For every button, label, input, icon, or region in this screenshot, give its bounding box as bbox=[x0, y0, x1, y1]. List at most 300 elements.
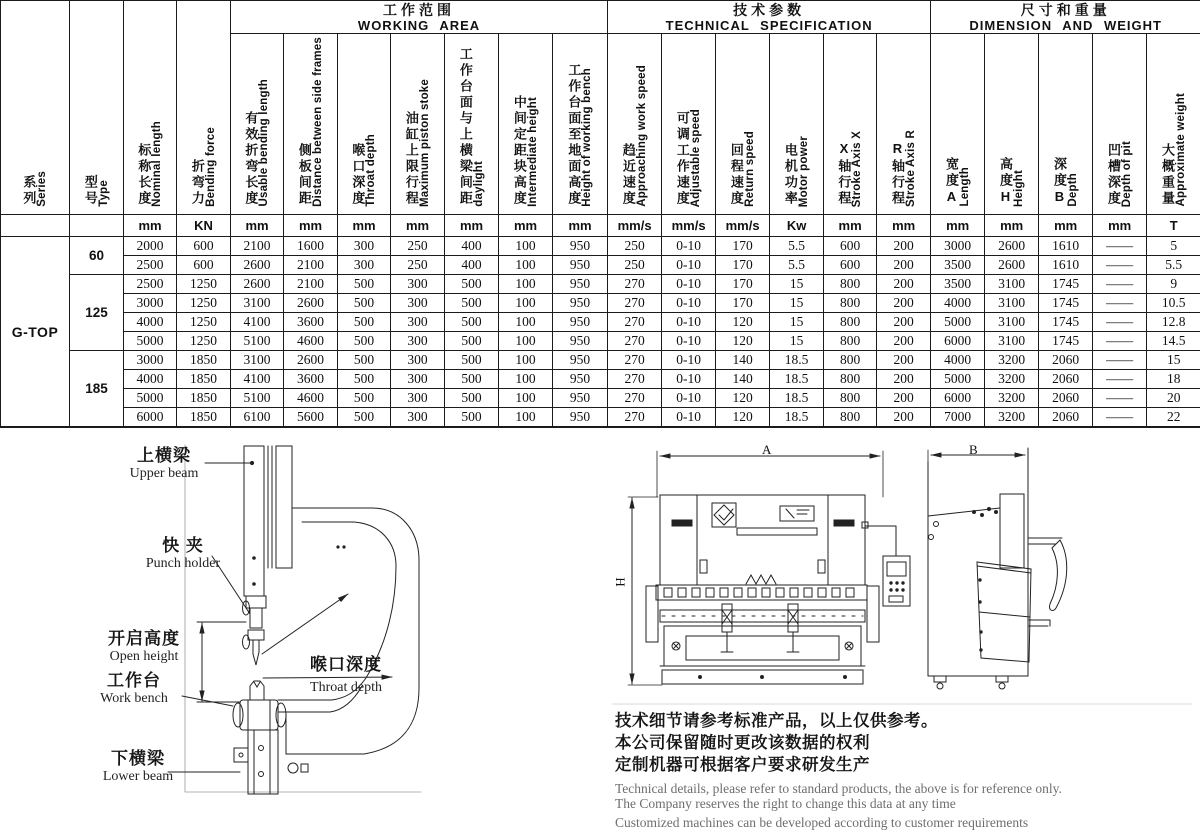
data-cell: 1850 bbox=[177, 408, 231, 428]
data-cell: 500 bbox=[338, 294, 391, 313]
data-cell: 0-10 bbox=[662, 351, 716, 370]
data-cell: 500 bbox=[445, 275, 499, 294]
data-cell: 500 bbox=[338, 351, 391, 370]
data-cell: 300 bbox=[391, 389, 445, 408]
data-cell: —— bbox=[1093, 313, 1147, 332]
footnote-block bbox=[615, 710, 1095, 831]
column-header-cn: 喉口深度 bbox=[350, 143, 366, 207]
data-cell: 1745 bbox=[1039, 313, 1093, 332]
data-cell: 5600 bbox=[284, 408, 338, 428]
column-header-en: Intermediate height bbox=[526, 97, 539, 207]
data-cell: 270 bbox=[608, 294, 662, 313]
data-cell: 250 bbox=[391, 256, 445, 275]
data-cell: 15 bbox=[770, 313, 824, 332]
data-cell: 1250 bbox=[177, 275, 231, 294]
unit-cell: mm bbox=[391, 215, 445, 237]
column-header-en: Stroke Axis X bbox=[851, 130, 864, 207]
column-header-en: Distance between side frames bbox=[311, 37, 324, 207]
data-cell: 20 bbox=[1147, 389, 1200, 408]
group-header-en: DIMENSION AND WEIGHT bbox=[969, 17, 1162, 33]
data-cell: 200 bbox=[877, 237, 931, 256]
column-header-en: Throat depth bbox=[365, 134, 378, 207]
punch-holder-shape bbox=[243, 596, 267, 649]
unit-cell: mm bbox=[284, 215, 338, 237]
data-cell: 800 bbox=[824, 294, 877, 313]
data-cell: 270 bbox=[608, 313, 662, 332]
data-cell: 500 bbox=[338, 275, 391, 294]
data-cell: —— bbox=[1093, 332, 1147, 351]
data-cell: 3000 bbox=[931, 237, 985, 256]
data-cell: 5 bbox=[1147, 237, 1200, 256]
data-cell: 950 bbox=[553, 351, 608, 370]
die-shape bbox=[250, 681, 264, 700]
data-cell: 0-10 bbox=[662, 256, 716, 275]
data-cell: 100 bbox=[499, 408, 553, 428]
data-cell: 170 bbox=[716, 256, 770, 275]
unit-cell: mm bbox=[338, 215, 391, 237]
data-cell: —— bbox=[1093, 389, 1147, 408]
data-cell: 0-10 bbox=[662, 389, 716, 408]
data-cell: 300 bbox=[338, 237, 391, 256]
data-cell: 300 bbox=[391, 408, 445, 428]
data-cell: 18 bbox=[1147, 370, 1200, 389]
column-header-cn: 油缸上限行程 bbox=[403, 111, 419, 207]
column-header-en: Height bbox=[1013, 170, 1025, 207]
column-header-en: Nominal length bbox=[151, 121, 164, 207]
column-header-en: Depth of pit bbox=[1121, 140, 1133, 207]
unit-cell: mm bbox=[445, 215, 499, 237]
data-cell: 2500 bbox=[124, 256, 177, 275]
label-punch-holder-en: Punch holder bbox=[145, 556, 221, 572]
front-view-drawing bbox=[628, 451, 910, 685]
data-cell: 2600 bbox=[284, 351, 338, 370]
label-lower-beam bbox=[88, 749, 188, 785]
column-header-cn: 大概重量 bbox=[1160, 143, 1176, 207]
column-header-cn: X轴行程 bbox=[836, 141, 852, 207]
data-cell: 2600 bbox=[231, 275, 284, 294]
label-work-bench-cn: 工作台 bbox=[107, 671, 161, 690]
data-cell: 2060 bbox=[1039, 389, 1093, 408]
data-cell: 250 bbox=[608, 237, 662, 256]
data-cell: 15 bbox=[770, 294, 824, 313]
data-cell: 120 bbox=[716, 313, 770, 332]
data-cell: 270 bbox=[608, 275, 662, 294]
data-cell: 120 bbox=[716, 389, 770, 408]
data-cell: 1850 bbox=[177, 351, 231, 370]
column-header-cn: 型号 bbox=[82, 175, 98, 207]
data-cell: —— bbox=[1093, 256, 1147, 275]
data-cell: 140 bbox=[716, 370, 770, 389]
data-cell: 1610 bbox=[1039, 256, 1093, 275]
data-cell: 200 bbox=[877, 370, 931, 389]
data-cell: 300 bbox=[391, 275, 445, 294]
data-cell: 950 bbox=[553, 370, 608, 389]
data-cell: 600 bbox=[824, 237, 877, 256]
unit-cell: mm bbox=[1093, 215, 1147, 237]
data-cell: 120 bbox=[716, 332, 770, 351]
data-cell: 3000 bbox=[124, 294, 177, 313]
group-header-cn: 工作范围 bbox=[383, 1, 456, 18]
group-header-en: WORKING AREA bbox=[357, 17, 481, 33]
data-cell: 100 bbox=[499, 351, 553, 370]
data-cell: 500 bbox=[445, 332, 499, 351]
data-cell: 1745 bbox=[1039, 275, 1093, 294]
dim-b-label: B bbox=[969, 442, 978, 457]
data-cell: 0-10 bbox=[662, 237, 716, 256]
data-cell: 300 bbox=[391, 294, 445, 313]
data-cell: 6000 bbox=[931, 332, 985, 351]
data-cell: 15 bbox=[1147, 351, 1200, 370]
data-cell: 3100 bbox=[985, 313, 1039, 332]
column-header-en: Motor power bbox=[797, 135, 810, 207]
data-cell: 9 bbox=[1147, 275, 1200, 294]
column-header-en: Return speed bbox=[743, 131, 756, 207]
data-cell: 250 bbox=[608, 256, 662, 275]
data-cell: —— bbox=[1093, 370, 1147, 389]
data-cell: 18.5 bbox=[770, 370, 824, 389]
data-cell: 2600 bbox=[284, 294, 338, 313]
data-cell: 2060 bbox=[1039, 408, 1093, 428]
data-cell: 4600 bbox=[284, 332, 338, 351]
column-header-en: Stroke Axis R bbox=[904, 130, 917, 207]
data-cell: 800 bbox=[824, 351, 877, 370]
data-cell: 270 bbox=[608, 408, 662, 428]
data-cell: 4100 bbox=[231, 313, 284, 332]
column-header-cn: 深度B bbox=[1052, 157, 1067, 207]
data-cell: 4000 bbox=[931, 294, 985, 313]
unit-cell: mm/s bbox=[716, 215, 770, 237]
column-header-cn: 有效折弯长度 bbox=[243, 111, 259, 207]
data-cell: 600 bbox=[824, 256, 877, 275]
series-cell: G-TOP bbox=[1, 237, 70, 428]
data-cell: 950 bbox=[553, 294, 608, 313]
unit-cell: mm bbox=[231, 215, 284, 237]
work-bench-shape bbox=[233, 700, 286, 730]
unit-cell: mm/s bbox=[608, 215, 662, 237]
footnote-en-line: The Company reserves the right to change this data at any time bbox=[615, 795, 956, 811]
column-header-cn: 侧板间距 bbox=[296, 143, 312, 207]
data-cell: 200 bbox=[877, 256, 931, 275]
unit-cell: mm bbox=[985, 215, 1039, 237]
data-cell: 0-10 bbox=[662, 408, 716, 428]
label-lower-beam-en: Lower beam bbox=[102, 769, 174, 785]
footnote-cn-line: 定制机器可根据客户要求研发生产 bbox=[615, 756, 870, 774]
column-header-cn: 标称长度 bbox=[136, 143, 152, 207]
data-cell: 14.5 bbox=[1147, 332, 1200, 351]
data-cell: 5.5 bbox=[770, 256, 824, 275]
unit-cell: mm bbox=[1039, 215, 1093, 237]
data-cell: 1250 bbox=[177, 294, 231, 313]
data-cell: 800 bbox=[824, 332, 877, 351]
footnote-cn-line: 技术细节请参考标准产品，以上仅供参考。 bbox=[615, 712, 938, 730]
data-cell: 200 bbox=[877, 389, 931, 408]
label-punch-holder bbox=[128, 536, 238, 572]
data-cell: —— bbox=[1093, 351, 1147, 370]
data-cell: 6000 bbox=[124, 408, 177, 428]
data-cell: 170 bbox=[716, 294, 770, 313]
data-cell: 3100 bbox=[985, 275, 1039, 294]
column-header-cn: 可调工作速度 bbox=[674, 111, 690, 207]
footnote-cn-line: 本公司保留随时更改该数据的权利 bbox=[615, 734, 870, 752]
column-header-cn: 回程速度 bbox=[728, 143, 744, 207]
data-cell: 4600 bbox=[284, 389, 338, 408]
data-cell: 2060 bbox=[1039, 351, 1093, 370]
unit-cell: mm bbox=[824, 215, 877, 237]
column-header-en: Length bbox=[959, 167, 971, 207]
data-cell: 2600 bbox=[231, 256, 284, 275]
data-cell: 5100 bbox=[231, 389, 284, 408]
pendant-control-shape bbox=[862, 522, 910, 606]
data-cell: 170 bbox=[716, 275, 770, 294]
data-cell: 800 bbox=[824, 313, 877, 332]
data-cell: 3600 bbox=[284, 370, 338, 389]
column-header-cn: 中间定距块高度 bbox=[511, 95, 527, 207]
data-cell: 950 bbox=[553, 408, 608, 428]
data-cell: 10.5 bbox=[1147, 294, 1200, 313]
data-cell: 0-10 bbox=[662, 313, 716, 332]
column-header-en: Approximate weight bbox=[1175, 93, 1188, 207]
data-cell: 18.5 bbox=[770, 389, 824, 408]
column-header-cn: 宽度A bbox=[944, 157, 959, 207]
data-cell: 500 bbox=[445, 389, 499, 408]
data-cell: 100 bbox=[499, 389, 553, 408]
data-cell: 4100 bbox=[231, 370, 284, 389]
data-cell: 100 bbox=[499, 256, 553, 275]
data-cell: 7000 bbox=[931, 408, 985, 428]
label-open-height bbox=[92, 629, 196, 665]
data-cell: 400 bbox=[445, 237, 499, 256]
punch-shape bbox=[253, 640, 259, 665]
data-cell: 1250 bbox=[177, 332, 231, 351]
data-cell: 3600 bbox=[284, 313, 338, 332]
label-upper-beam-en: Upper beam bbox=[129, 466, 199, 482]
column-header-cn: 高度H bbox=[998, 157, 1013, 207]
data-cell: 3500 bbox=[931, 275, 985, 294]
data-cell: 100 bbox=[499, 370, 553, 389]
data-cell: 3200 bbox=[985, 370, 1039, 389]
column-header-cn: 电机功率 bbox=[782, 143, 798, 207]
data-cell: 250 bbox=[391, 237, 445, 256]
data-cell: 5.5 bbox=[1147, 256, 1200, 275]
data-cell: 3500 bbox=[931, 256, 985, 275]
column-header-cn: R轴行程 bbox=[889, 141, 905, 207]
data-cell: 6000 bbox=[931, 389, 985, 408]
label-throat-depth bbox=[296, 655, 396, 696]
data-cell: 270 bbox=[608, 332, 662, 351]
data-cell: 500 bbox=[445, 351, 499, 370]
data-cell: 2100 bbox=[284, 256, 338, 275]
data-cell: 5.5 bbox=[770, 237, 824, 256]
label-upper-beam-cn: 上横梁 bbox=[137, 446, 191, 465]
data-cell: 0-10 bbox=[662, 370, 716, 389]
data-cell: 2000 bbox=[124, 237, 177, 256]
data-cell: 500 bbox=[338, 370, 391, 389]
unit-cell: Kw bbox=[770, 215, 824, 237]
data-cell: 400 bbox=[445, 256, 499, 275]
dim-h-label: H bbox=[612, 577, 628, 587]
data-cell: 500 bbox=[445, 408, 499, 428]
data-cell: 600 bbox=[177, 237, 231, 256]
data-cell: 15 bbox=[770, 275, 824, 294]
column-header-cn: 折弯力 bbox=[189, 159, 205, 207]
column-header-cn: 系列 bbox=[21, 175, 37, 207]
data-cell: 800 bbox=[824, 408, 877, 428]
data-cell: 100 bbox=[499, 275, 553, 294]
data-cell: 120 bbox=[716, 408, 770, 428]
data-cell: 200 bbox=[877, 332, 931, 351]
data-cell: 6100 bbox=[231, 408, 284, 428]
data-cell: 0-10 bbox=[662, 275, 716, 294]
column-header-en: Approaching work speed bbox=[635, 65, 648, 207]
data-cell: 2600 bbox=[985, 256, 1039, 275]
data-cell: 5000 bbox=[124, 332, 177, 351]
data-cell: 3100 bbox=[231, 351, 284, 370]
data-cell: 15 bbox=[770, 332, 824, 351]
data-cell: 2100 bbox=[231, 237, 284, 256]
side-view-drawing bbox=[928, 448, 1067, 689]
data-cell: 270 bbox=[608, 351, 662, 370]
data-cell: 500 bbox=[445, 313, 499, 332]
data-cell: 300 bbox=[391, 351, 445, 370]
upper-beam-shape bbox=[244, 446, 264, 596]
data-cell: 950 bbox=[553, 237, 608, 256]
data-cell: 18.5 bbox=[770, 351, 824, 370]
group-header-cn: 技术参数 bbox=[733, 1, 806, 18]
data-cell: 950 bbox=[553, 275, 608, 294]
unit-cell: KN bbox=[177, 215, 231, 237]
data-cell: 5000 bbox=[931, 370, 985, 389]
data-cell: —— bbox=[1093, 408, 1147, 428]
data-cell: 1850 bbox=[177, 389, 231, 408]
footnote-en-line: Technical details, please refer to standard products, the above is for reference only. bbox=[615, 781, 1062, 796]
data-cell: 200 bbox=[877, 351, 931, 370]
data-cell: 22 bbox=[1147, 408, 1200, 428]
data-cell: 4000 bbox=[124, 370, 177, 389]
column-header-en: Usable bending length bbox=[258, 79, 271, 207]
data-cell: 2100 bbox=[284, 275, 338, 294]
column-header-en: Bending force bbox=[204, 127, 217, 207]
label-work-bench-en: Work bench bbox=[100, 691, 168, 707]
data-cell: 12.8 bbox=[1147, 313, 1200, 332]
data-cell: 800 bbox=[824, 389, 877, 408]
data-cell: 950 bbox=[553, 389, 608, 408]
unit-cell: mm/s bbox=[662, 215, 716, 237]
c-frame-shape bbox=[278, 446, 419, 754]
unit-cell: T bbox=[1147, 215, 1200, 237]
data-cell: 100 bbox=[499, 294, 553, 313]
data-cell: 1600 bbox=[284, 237, 338, 256]
data-cell: 3200 bbox=[985, 389, 1039, 408]
data-cell: 1250 bbox=[177, 313, 231, 332]
column-header-cn: 工作台面至地面高度 bbox=[566, 63, 582, 207]
data-cell: 500 bbox=[338, 313, 391, 332]
column-header-cn: 凹槽深度 bbox=[1106, 143, 1121, 207]
lower-beam-shape bbox=[234, 730, 308, 794]
unit-cell: mm bbox=[553, 215, 608, 237]
data-cell: 200 bbox=[877, 408, 931, 428]
label-open-height-en: Open height bbox=[109, 649, 179, 665]
data-cell: 950 bbox=[553, 256, 608, 275]
data-cell: 1745 bbox=[1039, 294, 1093, 313]
label-lower-beam-cn: 下横梁 bbox=[111, 749, 165, 768]
data-cell: 3100 bbox=[231, 294, 284, 313]
data-cell: 3200 bbox=[985, 351, 1039, 370]
data-cell: 500 bbox=[338, 389, 391, 408]
data-cell: 500 bbox=[338, 408, 391, 428]
data-cell: 500 bbox=[445, 370, 499, 389]
column-header-en: Adjustable speed bbox=[689, 108, 702, 207]
dim-a-label: A bbox=[762, 442, 772, 457]
label-throat-depth-en: Throat depth bbox=[310, 680, 382, 696]
data-cell: 300 bbox=[391, 313, 445, 332]
data-cell: —— bbox=[1093, 294, 1147, 313]
data-cell: 200 bbox=[877, 275, 931, 294]
group-header-en: TECHNICAL SPECIFICATION bbox=[665, 17, 873, 33]
data-cell: 170 bbox=[716, 237, 770, 256]
type-cell: 125 bbox=[70, 275, 124, 351]
data-cell: 3100 bbox=[985, 332, 1039, 351]
data-cell: 4000 bbox=[931, 351, 985, 370]
data-cell: 2600 bbox=[985, 237, 1039, 256]
data-cell: 300 bbox=[391, 370, 445, 389]
unit-cell: mm bbox=[124, 215, 177, 237]
unit-cell: mm bbox=[499, 215, 553, 237]
side-section-drawing bbox=[168, 445, 421, 794]
data-cell: 3200 bbox=[985, 408, 1039, 428]
data-cell: 5000 bbox=[931, 313, 985, 332]
data-cell: 270 bbox=[608, 370, 662, 389]
label-punch-holder-cn: 快 夹 bbox=[162, 536, 204, 555]
group-header-cn: 尺寸和重量 bbox=[1020, 1, 1111, 18]
data-cell: 3100 bbox=[985, 294, 1039, 313]
data-cell: 0-10 bbox=[662, 332, 716, 351]
column-header-cn: 工作台面与上横梁间距 bbox=[457, 47, 473, 207]
data-cell: 18.5 bbox=[770, 408, 824, 428]
column-header-en: Maximum piston stoke bbox=[418, 79, 431, 207]
data-cell: 5100 bbox=[231, 332, 284, 351]
unit-cell: mm bbox=[931, 215, 985, 237]
data-cell: 1850 bbox=[177, 370, 231, 389]
data-cell: 800 bbox=[824, 275, 877, 294]
label-work-bench bbox=[84, 671, 184, 707]
data-cell: 140 bbox=[716, 351, 770, 370]
column-header-cn: 趋近速度 bbox=[620, 143, 636, 207]
data-cell: 800 bbox=[824, 370, 877, 389]
data-cell: 500 bbox=[338, 332, 391, 351]
column-header-en: Depth bbox=[1067, 173, 1079, 207]
data-cell: 600 bbox=[177, 256, 231, 275]
footnote-en-line: Customized machines can be developed according to customer requirements bbox=[615, 815, 1029, 830]
data-cell: 1745 bbox=[1039, 332, 1093, 351]
data-cell: 100 bbox=[499, 332, 553, 351]
type-cell: 60 bbox=[70, 237, 124, 275]
data-cell: 2060 bbox=[1039, 370, 1093, 389]
column-header-en: Series bbox=[36, 171, 49, 207]
data-cell: 270 bbox=[608, 389, 662, 408]
data-cell: 100 bbox=[499, 237, 553, 256]
type-cell: 185 bbox=[70, 351, 124, 428]
unit-cell: mm bbox=[877, 215, 931, 237]
label-upper-beam bbox=[116, 446, 212, 482]
data-cell: —— bbox=[1093, 275, 1147, 294]
column-header-en: Height of working bench bbox=[581, 68, 594, 207]
data-cell: 4000 bbox=[124, 313, 177, 332]
data-cell: 950 bbox=[553, 313, 608, 332]
data-cell: 300 bbox=[391, 332, 445, 351]
data-cell: 3000 bbox=[124, 351, 177, 370]
data-cell: 200 bbox=[877, 294, 931, 313]
data-cell: 200 bbox=[877, 313, 931, 332]
